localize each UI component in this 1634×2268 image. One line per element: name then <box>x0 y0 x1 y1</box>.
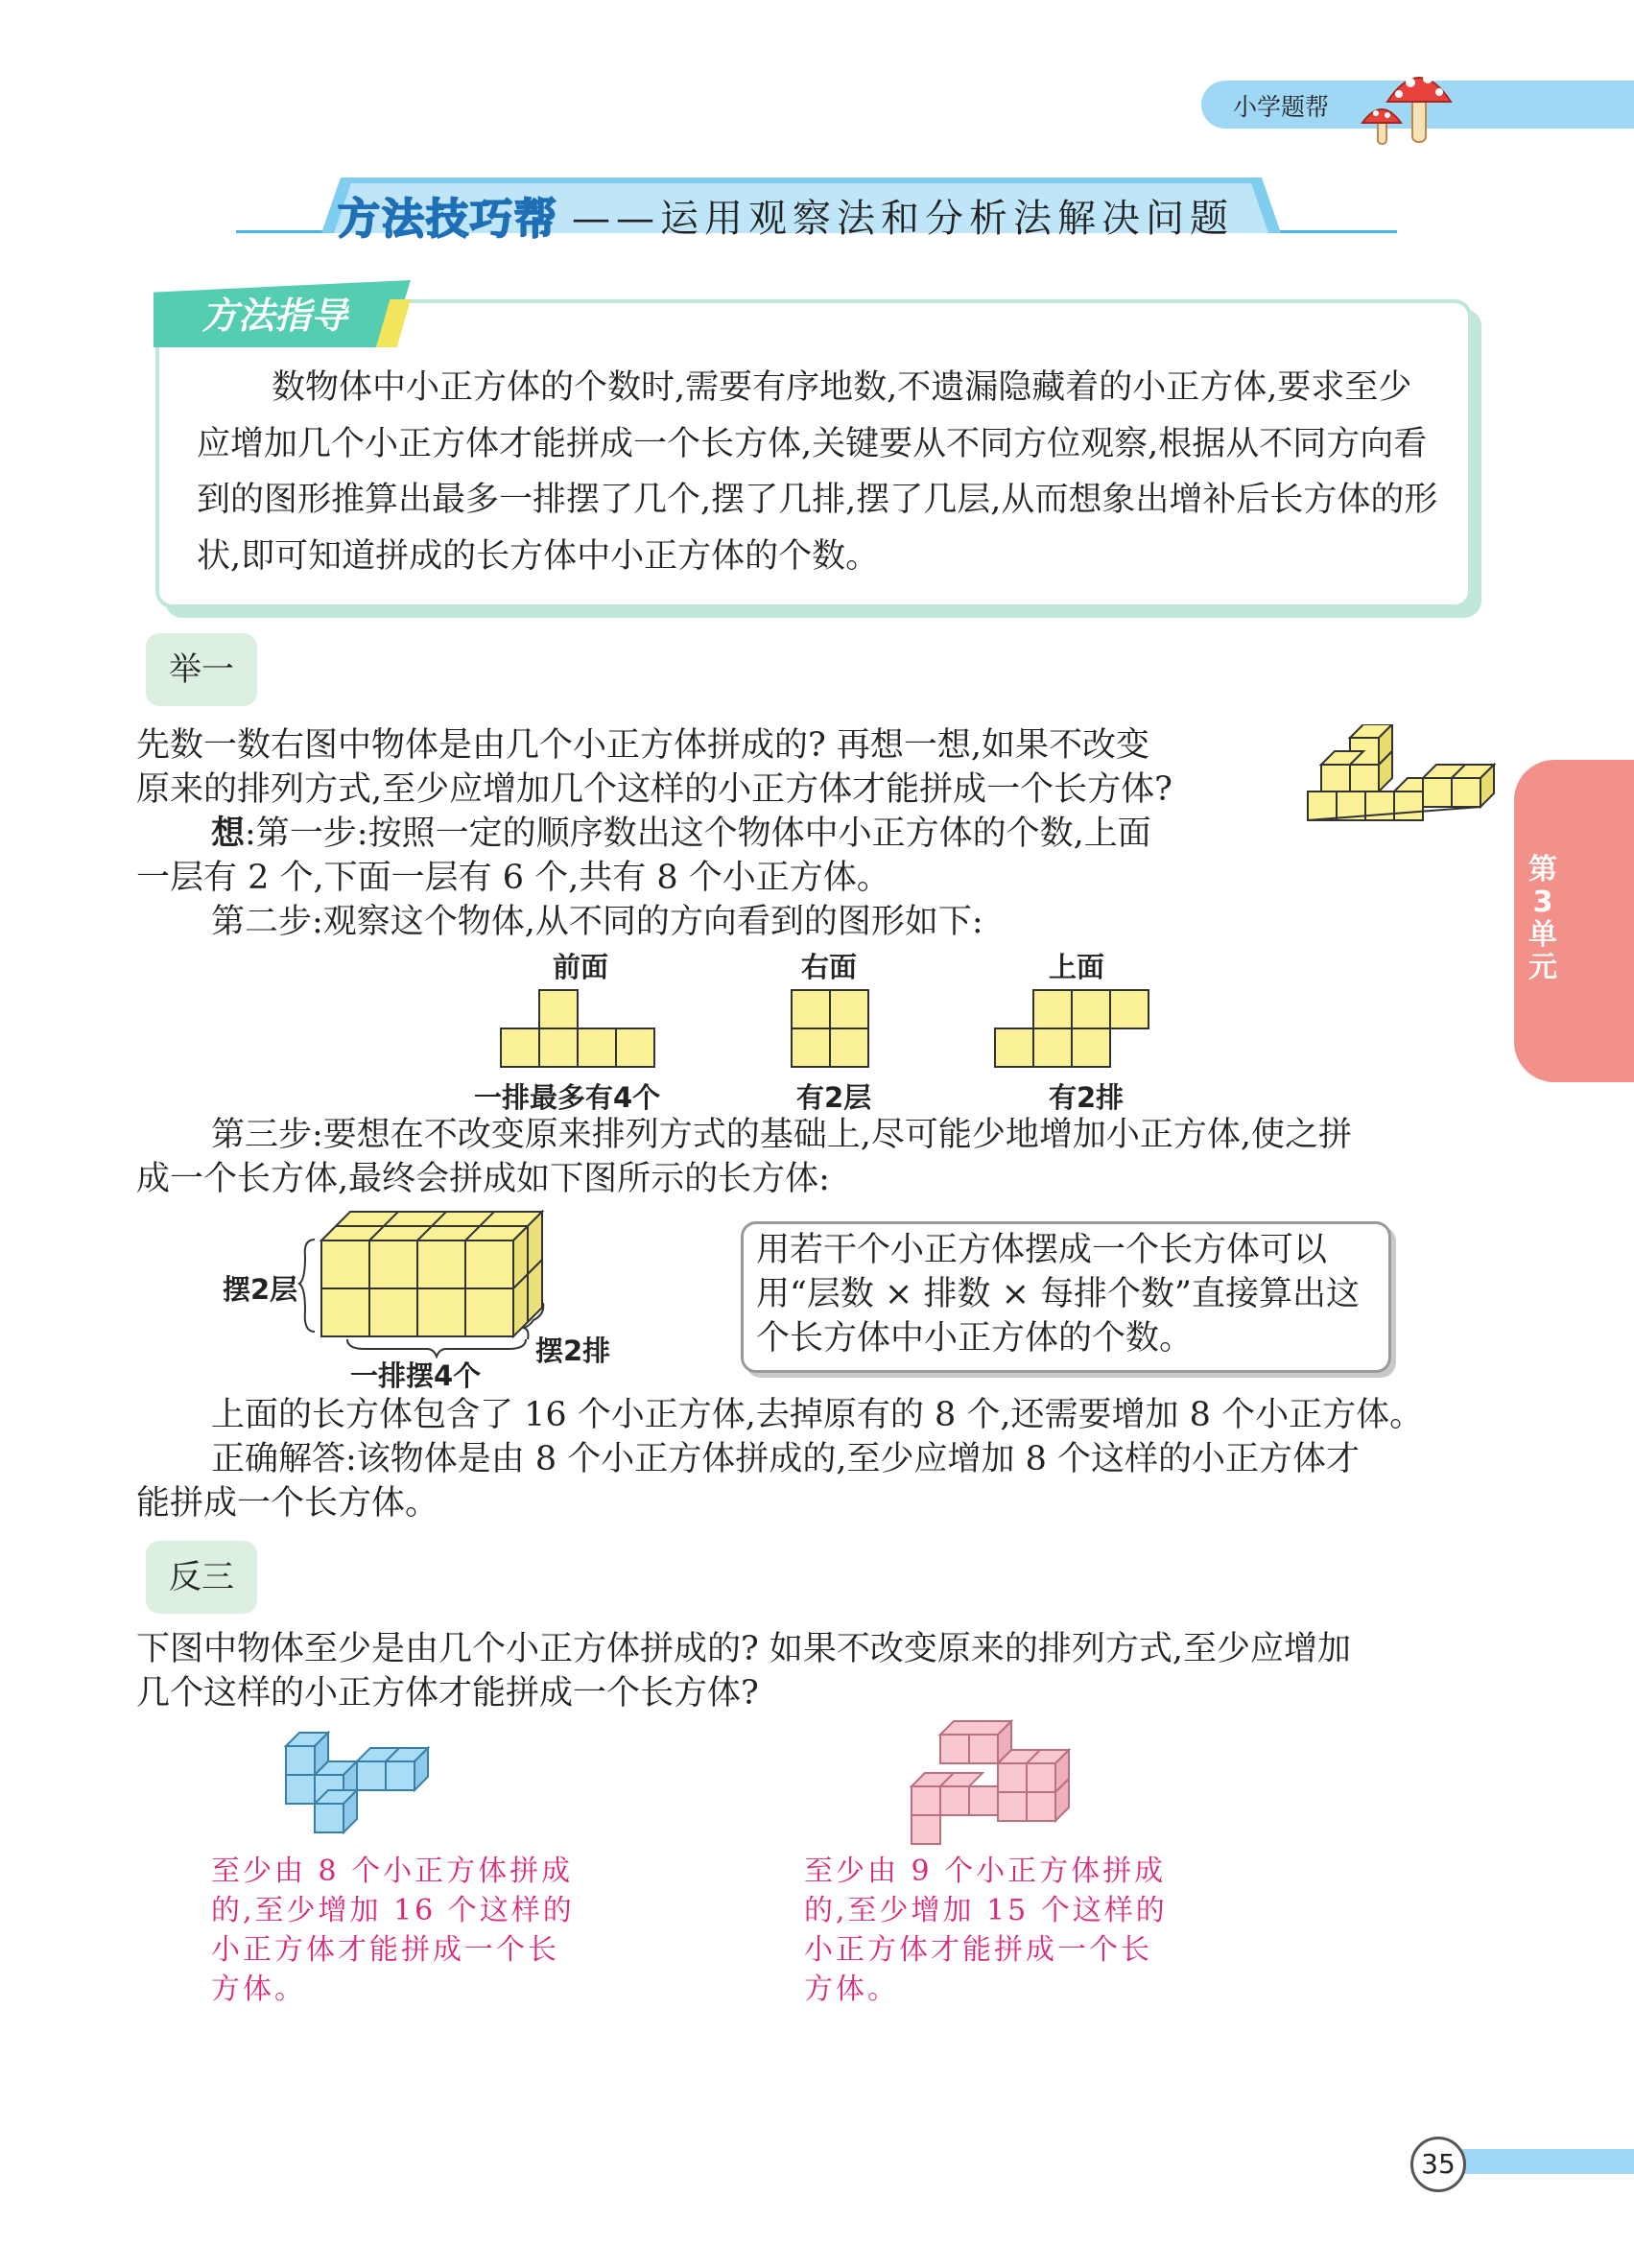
answer-line2: 能拼成一个长方体。 <box>136 1484 439 1523</box>
practice-question-line1: 下图中物体至少是由几个小正方体拼成的? 如果不改变原来的排列方式,至少应增加 <box>136 1630 1352 1668</box>
view-top-title: 上面 <box>1049 951 1105 983</box>
layers-label: 摆2层 <box>223 1273 298 1306</box>
example-question-line1: 先数一数右图中物体是由几个小正方体拼成的? 再想一想,如果不改变 <box>136 726 1150 765</box>
brand-name: 小学题帮 <box>1233 93 1330 121</box>
layers-brace-icon <box>297 1238 319 1334</box>
answer-right-line3: 小正方体才能拼成一个长 <box>804 1933 1152 1967</box>
answer-left-line4: 方体。 <box>211 1973 306 2006</box>
answer-right-line1: 至少由 9 个小正方体拼成 <box>804 1855 1167 1888</box>
answer-right-line2: 的,至少增加 15 个这样的 <box>804 1894 1168 1927</box>
view-front-title: 前面 <box>553 951 609 983</box>
method-label: 方法指导 <box>201 295 348 337</box>
step1-text: :第一步:按照一定的顺序数出这个物体中小正方体的个数,上面 <box>245 815 1151 853</box>
example-cube-object <box>1300 724 1550 839</box>
step3-line1: 第三步:要想在不改变原来排列方式的基础上,尽可能少地增加小正方体,使之拼 <box>211 1116 1353 1154</box>
section-subtitle: ——运用观察法和分析法解决问题 <box>572 197 1234 241</box>
example-question-line2: 原来的排列方式,至少应增加几个这样的小正方体才能拼成一个长方体? <box>136 770 1172 809</box>
view-right-title: 右面 <box>801 951 858 983</box>
per-row-label: 一排摆4个 <box>350 1359 482 1392</box>
answer-left-line3: 小正方体才能拼成一个长 <box>211 1933 559 1967</box>
answer-block-left <box>211 1852 575 2009</box>
right-view-diagram <box>790 988 872 1071</box>
footer-bar <box>1449 2149 1634 2174</box>
mushroom-icon <box>1353 58 1468 154</box>
practice-tag: 反三 <box>146 1541 257 1614</box>
rows-label: 摆2排 <box>535 1335 611 1367</box>
front-view-diagram <box>499 988 662 1071</box>
think-label: 想 <box>211 814 246 853</box>
unit-tab-label: 第3单元 <box>1528 853 1557 984</box>
answer-left-line1: 至少由 8 个小正方体拼成 <box>211 1855 574 1888</box>
step3-line2: 成一个长方体,最终会拼成如下图所示的长方体: <box>136 1160 830 1198</box>
blue-cube-object <box>278 1727 470 1861</box>
answer-line1: 正确解答:该物体是由 8 个小正方体拼成的,至少应增加 8 个这样的小正方体才 <box>211 1440 1360 1478</box>
example-tag: 举一 <box>146 633 257 706</box>
pink-cube-object <box>902 1717 1123 1871</box>
view-top-caption: 有2排 <box>1049 1081 1125 1114</box>
top-view-diagram <box>993 988 1156 1071</box>
answer-right-line4: 方体。 <box>804 1973 899 2006</box>
method-text: 数物体中小正方体的个数时,需要有序地数,不遗漏隐藏着的小正方体,要求至少应增加几个小正方体才能拼成一个长方体,关键要从不同方位观察,根据从不同方向看到的图形推算出最多一排摆了几个,摆了几排,摆了几层,从而想象出增补后长方体的形状,即可知道拼成的长方体中小正方体的个数。 <box>197 368 1438 576</box>
step2-text: 第二步:观察这个物体,从不同的方向看到的图形如下: <box>211 903 983 941</box>
view-right-caption: 有2层 <box>796 1081 872 1114</box>
answer-left-line2: 的,至少增加 16 个这样的 <box>211 1894 575 1927</box>
step1-line2: 一层有 2 个,下面一层有 6 个,共有 8 个小正方体。 <box>136 859 890 897</box>
answer-block-right <box>804 1852 1168 2009</box>
page-number: 35 <box>1410 2137 1466 2192</box>
practice-question-line2: 几个这样的小正方体才能拼成一个长方体? <box>136 1674 759 1713</box>
view-front-caption: 一排最多有4个 <box>474 1081 661 1114</box>
section-title: 方法技巧帮 <box>338 195 558 244</box>
step1-line1 <box>211 812 1151 856</box>
tip-text: 用若干个小正方体摆成一个长方体可以用“层数 × 排数 × 每排个数”直接算出这个长方体中小正方体的个数。 <box>756 1231 1360 1358</box>
conclusion-text: 上面的长方体包含了 16 个小正方体,去掉原有的 8 个,还需要增加 8 个小正方体。 <box>211 1396 1424 1434</box>
